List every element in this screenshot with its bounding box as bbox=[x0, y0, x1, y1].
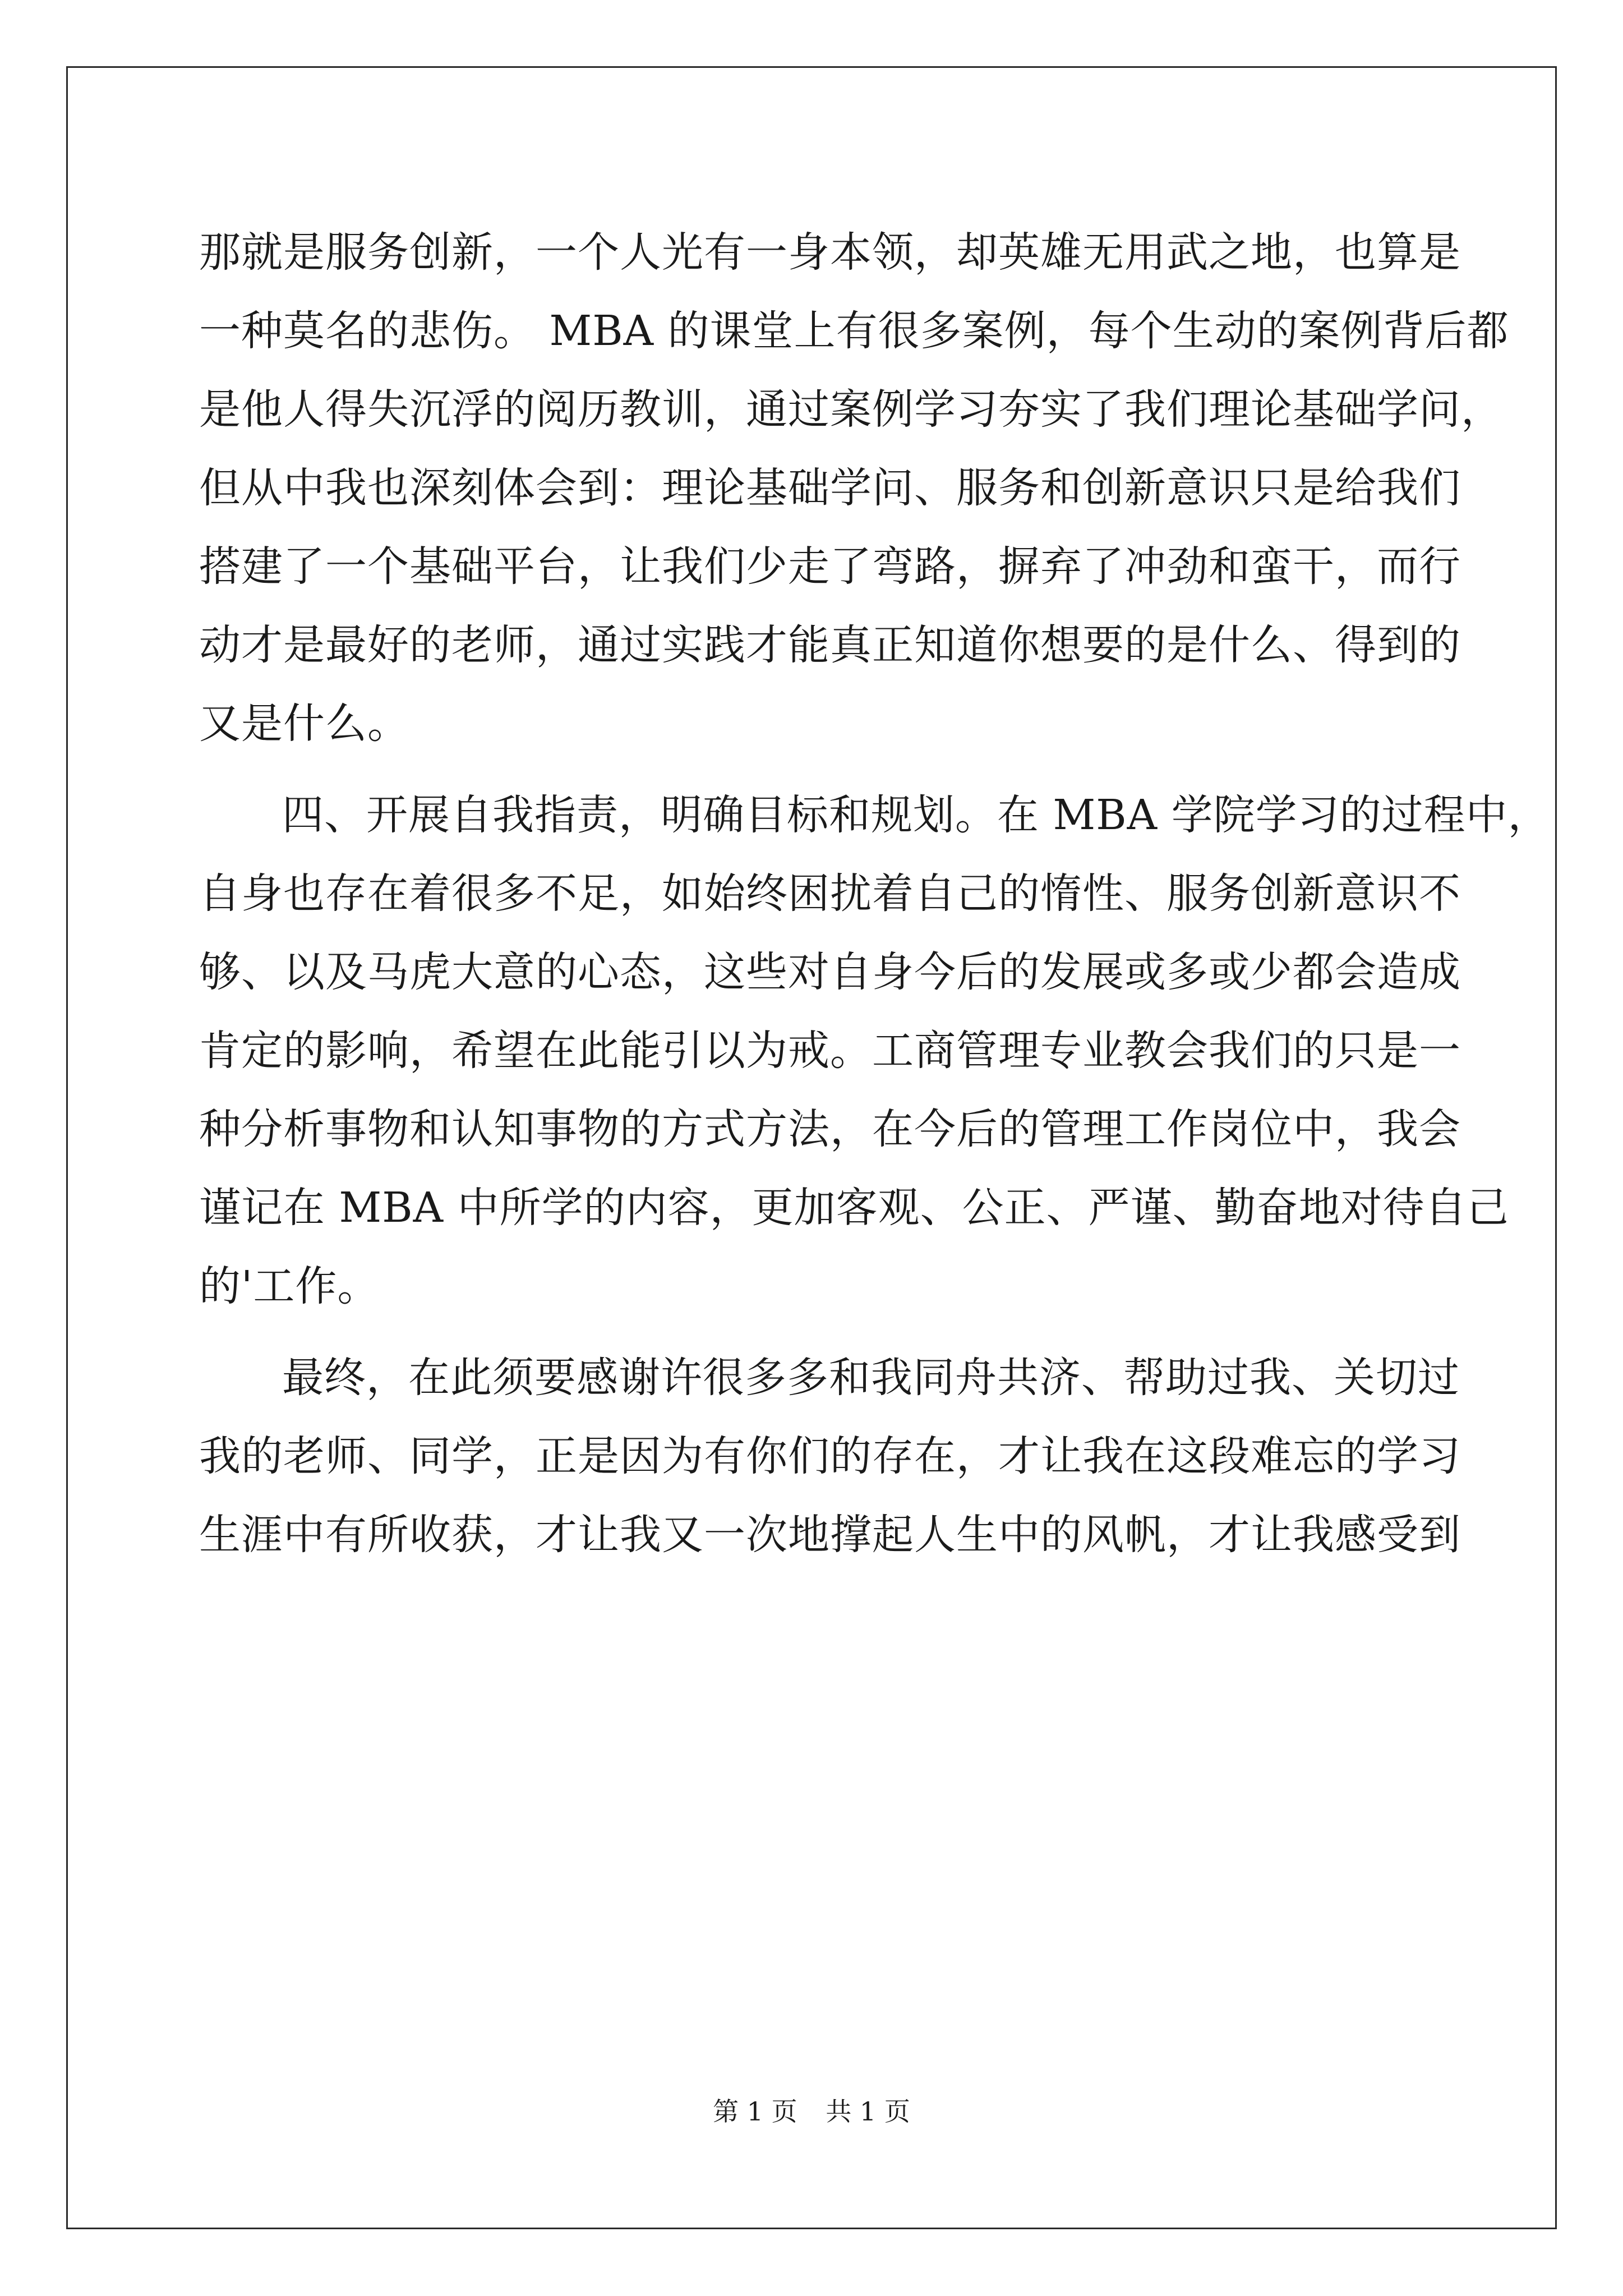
text-line: 是他人得失沉浮的阅历教训，通过案例学习夯实了我们理论基础学问， bbox=[199, 385, 1503, 434]
text-line: 种分析事物和认知事物的方式方法，在今后的管理工作岗位中，我会 bbox=[199, 1105, 1461, 1153]
text-line: 又是什么。 bbox=[199, 700, 409, 748]
page-footer bbox=[0, 2091, 1623, 2128]
text-line: 四、开展自我指责，明确目标和规划。在 MBA 学院学习的过程中， bbox=[282, 791, 1550, 839]
text-line: 够、以及马虎大意的心态，这些对自身今后的发展或多或少都会造成 bbox=[199, 948, 1461, 996]
text-line: 肯定的影响，希望在此能引以为戒。工商管理专业教会我们的只是一 bbox=[199, 1027, 1461, 1075]
document-body bbox=[199, 213, 1550, 1574]
text-line: 生涯中有所收获，才让我又一次地撑起人生中的风帆，才让我感受到 bbox=[199, 1511, 1461, 1559]
text-line: 最终，在此须要感谢许很多多和我同舟共济、帮助过我、关切过 bbox=[282, 1354, 1460, 1402]
text-line: 自身也存在着很多不足，如始终困扰着自己的惰性、服务创新意识不 bbox=[199, 869, 1461, 918]
text-line: 搭建了一个基础平台，让我们少走了弯路，摒弃了冲劲和蛮干，而行 bbox=[199, 542, 1461, 591]
text-line: 那就是服务创新，一个人光有一身本领，却英雄无用武之地，也算是 bbox=[199, 228, 1461, 277]
text-line: 动才是最好的老师，通过实践才能真正知道你想要的是什么、得到的 bbox=[199, 621, 1461, 669]
page-total: 共 1 页 bbox=[826, 2096, 910, 2127]
text-line: 但从中我也深刻体会到：理论基础学问、服务和创新意识只是给我们 bbox=[199, 464, 1461, 512]
text-line: 一种莫名的悲伤。 MBA 的课堂上有很多案例，每个生动的案例背后都 bbox=[199, 307, 1509, 355]
text-line: 谨记在 MBA 中所学的内容，更加客观、公正、严谨、勤奋地对待自己 bbox=[199, 1184, 1509, 1232]
text-line: 我的老师、同学，正是因为有你们的存在，才让我在这段难忘的学习 bbox=[199, 1432, 1461, 1480]
page-number: 第 1 页 bbox=[713, 2096, 797, 2127]
text-line: 的'工作。 bbox=[199, 1262, 380, 1310]
